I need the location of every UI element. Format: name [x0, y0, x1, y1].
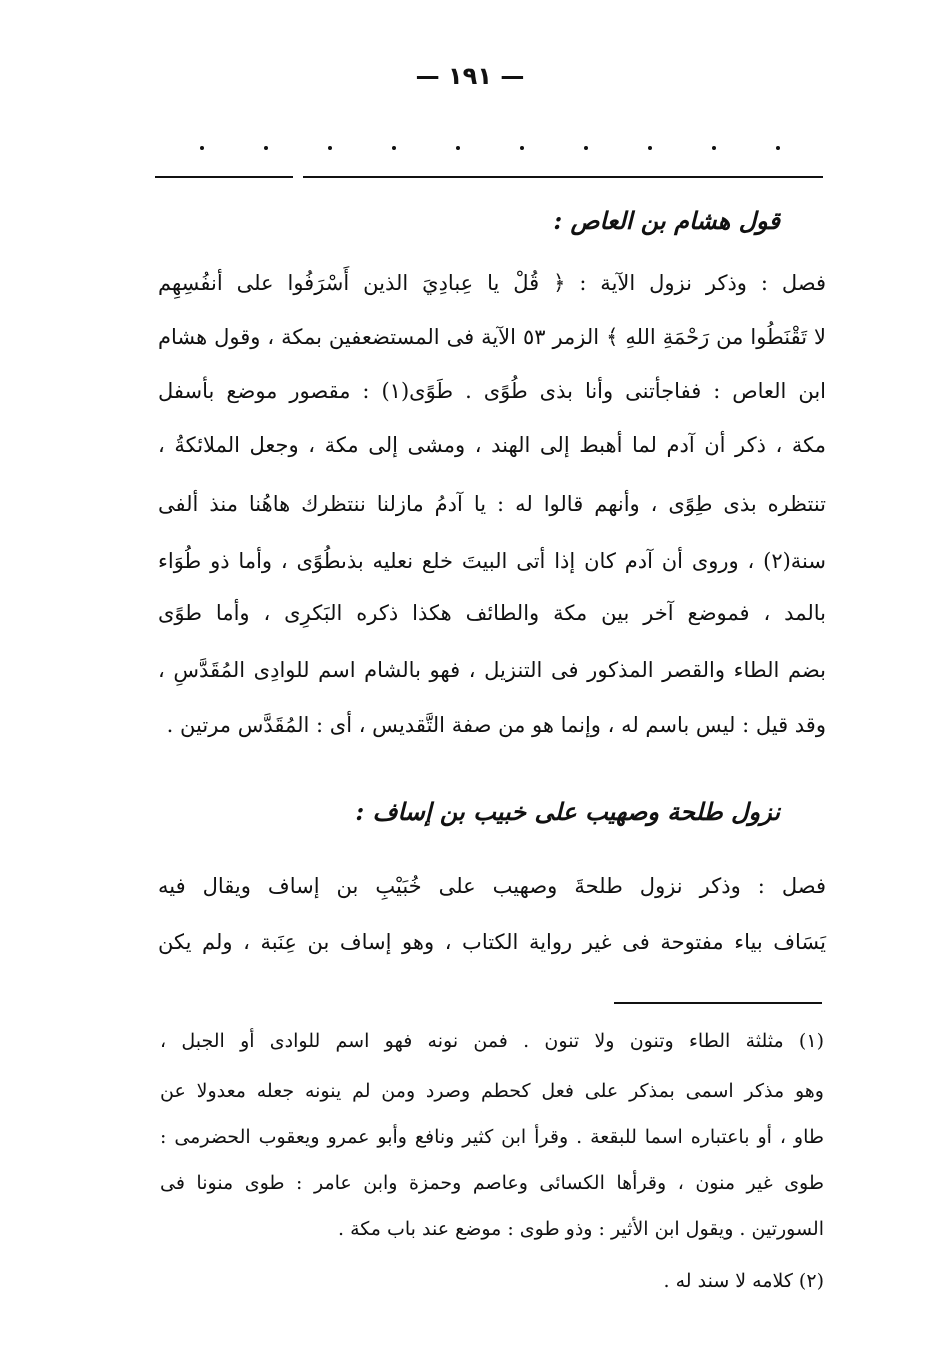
footnote-line: (١) مثلثة الطاء وتنون ولا تنون . فمن نونه فهو اسم للوادى أو الجبل ، [160, 1030, 824, 1052]
footnote-line: وهو مذكر اسمى بمذكر على فعل كحطم وصرد ومن لم ينونه جعله معدولا عن [160, 1080, 824, 1102]
section-heading: نزول طلحة وصهيب على خبيب بن إساف : [355, 797, 780, 826]
footnote-line: طاو ، أو باعتباره اسما للبقعة . وقرأ ابن كثير ونافع وأبو عمرو ويعقوب الحضرمى : [160, 1126, 824, 1148]
ornament-dot [712, 146, 716, 150]
footnote-line: طوى غير منون ، وقرأها الكسائى وعاصم وحمزة وابن عامر : طوى منونا فى [160, 1172, 824, 1194]
body-line: فصل : وذكر نزول الآية : ﴿ قُلْ يا عِبادِيَ الذين أَسْرَفُوا على أنفُسِهِم [158, 271, 826, 295]
footnote-line: السورتين . ويقول ابن الأثير : وذو طوى : موضع عند باب مكة . [338, 1218, 824, 1240]
ornament-dot [392, 146, 396, 150]
ornament-dot [776, 146, 780, 150]
page-number: — ١٩١ — [415, 62, 525, 90]
ornament-dot [456, 146, 460, 150]
ornament-dot [328, 146, 332, 150]
footnote-line: (٢) كلامه لا سند له . [663, 1270, 824, 1292]
body-line: بالمد ، فموضع آخر بين مكة والطائف هكذا ذكره البَكرِى ، وأما طوًى [158, 601, 826, 625]
ornament-dot [584, 146, 588, 150]
body-line: يَسَاف بياء مفتوحة فى غير رواية الكتاب ، وهو إساف بن عِنَبة ، ولم يكن [158, 930, 826, 954]
footnote-rule [614, 1002, 822, 1004]
body-line: وقد قيل : ليس باسم له ، وإنما هو من صفة التَّقديس ، أى : المُقَدَّس مرتين . [166, 713, 826, 737]
body-line: لا تَقْنَطُوا من رَحْمَةِ اللهِ ﴾ الزمر ٥٣ الآية فى المستضعفين بمكة ، وقول هشام [158, 325, 827, 349]
header-rule [155, 176, 823, 178]
body-line: مكة ، ذكر أن آدم لما أهبط إلى الهند ، ومشى إلى مكة ، وجعل الملائكةُ ، [158, 433, 826, 457]
section-heading: قول هشام بن العاص : [553, 206, 780, 235]
ornament-dots [200, 140, 780, 156]
body-line: ابن العاص : ففاجأتنى وأنا بذى طُوًى . طَوًى(١) : مقصور موضع بأسفل [158, 379, 827, 403]
ornament-dot [520, 146, 524, 150]
ornament-dot [648, 146, 652, 150]
body-line: بضم الطاء والقصر المذكور فى التنزيل ، فهو بالشام اسم للوادِى المُقَدَّسِ ، [158, 658, 826, 682]
header-rule-gap [293, 175, 303, 180]
ornament-dot [264, 146, 268, 150]
body-line: سنة(٢) ، وروى أن آدم كان إذا أتى البيتَ خلع نعليه بذىطُوًى ، وأما ذو طُوَاء [158, 549, 826, 573]
ornament-dot [200, 146, 204, 150]
body-line: تنتظره بذى طِوًى ، وأنهم قالوا له : يا آدمُ مازلنا ننتظرك هاهُنا منذ ألفى [158, 492, 826, 516]
body-line: فصل : وذكر نزول طلحةَ وصهيب على خُبَيْبِ بن إساف ويقال فيه [158, 874, 826, 898]
